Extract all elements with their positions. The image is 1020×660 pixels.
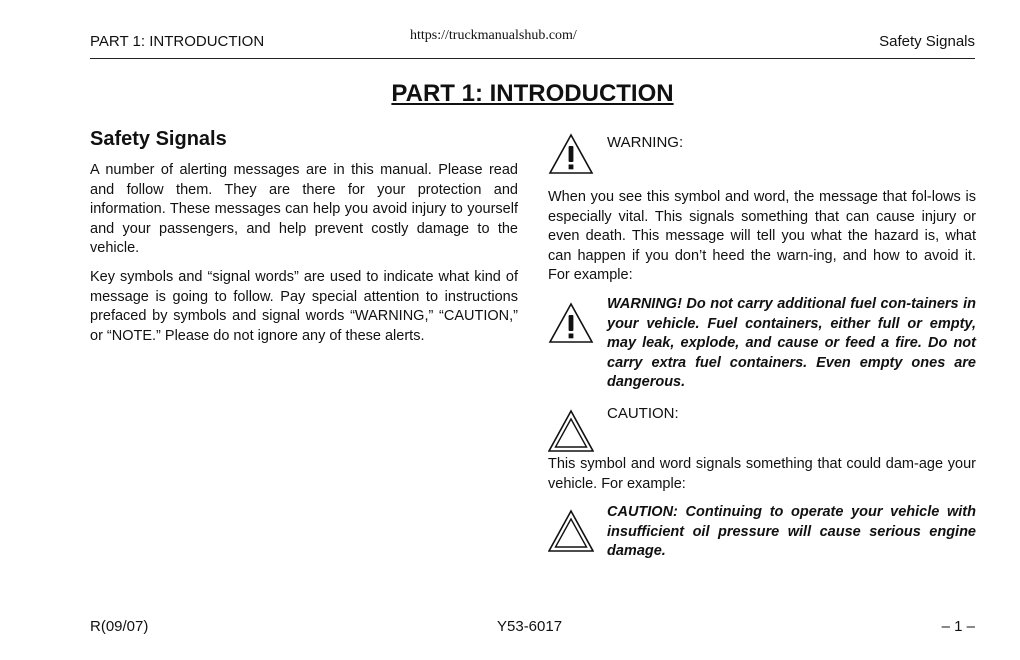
- caution-triangle-icon: [548, 503, 594, 553]
- right-column: [548, 132, 976, 562]
- header-url[interactable]: https://truckmanualshub.com/: [410, 28, 577, 43]
- warning-triangle-icon: [548, 132, 594, 176]
- header-rule: [90, 58, 975, 59]
- warning-symbol-row: [548, 132, 976, 176]
- warning-triangle-icon: [548, 295, 594, 345]
- warning-description: When you see this symbol and word, the message that fol-lows is especially vital. This signals something that can cause injury or even death. This message will tell you what the hazard is, what can happen if you don’t heed the warn-ing, and how to avoid it. For example:: [548, 189, 976, 284]
- footer-center: Y53-6017: [497, 618, 563, 635]
- header-right: Safety Signals: [879, 33, 975, 50]
- page-title: PART 1: INTRODUCTION: [391, 80, 674, 107]
- caution-example-row: [548, 503, 976, 562]
- intro-paragraph: A number of alerting messages are in this manual. Please read and follow them. They are there for your protection and information. These messages can help you avoid injury to yourself and your passengers, and help prevent costly damage to the vehicle.: [90, 162, 518, 257]
- caution-symbol-row: [548, 403, 976, 453]
- caution-label: CAUTION:: [607, 404, 679, 422]
- warning-example: WARNING! Do not carry additional fuel con-tainers in your vehicle. Fuel containers, either full or empty, may leak, explode, and cause or feed a fire. Do not carry extra fuel containers. Even empty ones are dangerous.: [607, 295, 976, 391]
- footer-right: – 1 –: [941, 618, 975, 635]
- caution-triangle-icon: [548, 403, 594, 453]
- footer-left: R(09/07): [90, 618, 149, 635]
- caution-description: This symbol and word signals something that could dam-age your vehicle. For example:: [548, 455, 976, 492]
- caution-example: CAUTION: Continuing to operate your vehicle with insufficient oil pressure will cause serious engine damage.: [607, 504, 976, 560]
- warning-example-row: [548, 295, 976, 393]
- section-title: Safety Signals: [90, 128, 227, 150]
- signals-paragraph: Key symbols and “signal words” are used to indicate what kind of message is going to follow. Pay special attention to instructions prefaced by symbols and signal words “WARNING,” “CAUTION,” or “NOTE.” Please do not ignore any of these alerts.: [90, 268, 518, 344]
- warning-label: WARNING:: [607, 134, 684, 151]
- header-left: PART 1: INTRODUCTION: [90, 33, 265, 50]
- left-column: [90, 128, 518, 355]
